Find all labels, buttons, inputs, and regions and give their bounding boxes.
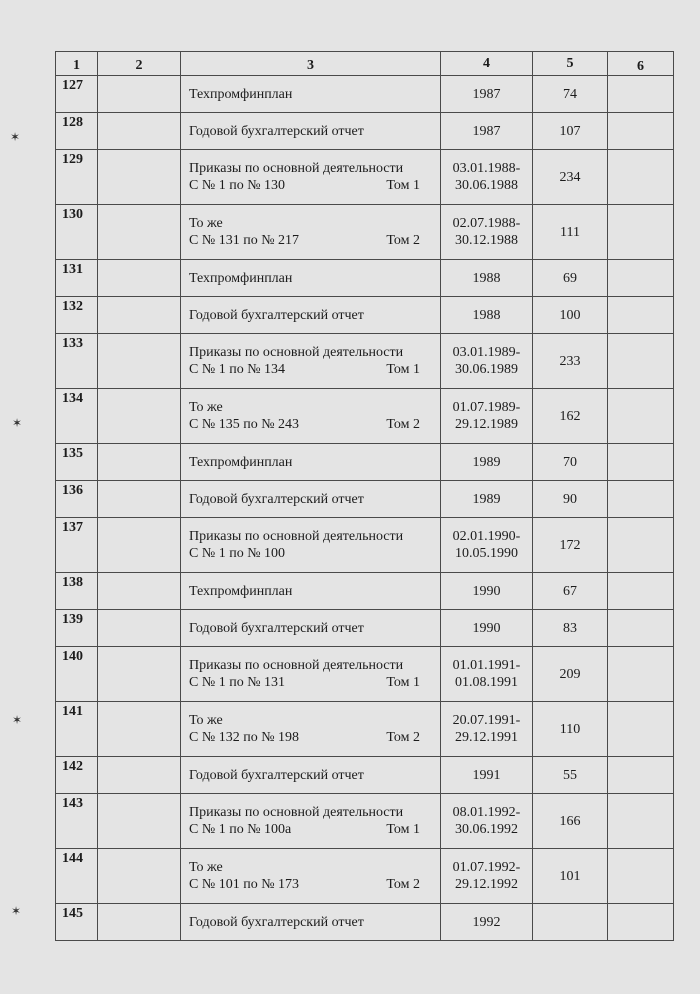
cell-date	[441, 794, 533, 849]
date-end: 01.08.1991	[455, 675, 518, 690]
table-row	[56, 702, 674, 757]
margin-mark: ✶	[12, 416, 23, 430]
cell-number: 144	[56, 849, 98, 904]
date-end: 10.05.1990	[455, 546, 518, 561]
volume-label: Том 1	[386, 822, 420, 837]
cell-notes	[608, 647, 674, 702]
volume-label: Том 2	[386, 877, 420, 892]
cell-number: 136	[56, 481, 98, 518]
table-body	[56, 76, 674, 941]
cell-notes	[608, 444, 674, 481]
title-line: Техпромфинплан	[189, 454, 293, 470]
table-row	[56, 150, 674, 205]
cell-title	[181, 757, 441, 794]
cell-col-2	[98, 150, 181, 205]
cell-title	[181, 518, 441, 573]
table-row	[56, 481, 674, 518]
cell-number: 127	[56, 76, 98, 113]
table-row	[56, 260, 674, 297]
cell-sheets: 83	[533, 610, 608, 647]
title-line: Годовой бухгалтерский отчет	[189, 123, 364, 139]
cell-notes	[608, 904, 674, 941]
cell-number: 139	[56, 610, 98, 647]
title-line: Приказы по основной деятельности	[189, 161, 404, 176]
cell-title	[181, 573, 441, 610]
cell-date	[441, 260, 533, 297]
cell-title	[181, 444, 441, 481]
volume-label: Том 2	[386, 233, 420, 248]
cell-notes	[608, 113, 674, 150]
table-row	[56, 113, 674, 150]
title-range: С № 1 по № 130	[189, 178, 286, 193]
cell-col-2	[98, 849, 181, 904]
cell-sheets: 209	[533, 647, 608, 702]
cell-notes	[608, 757, 674, 794]
cell-sheets: 162	[533, 389, 608, 444]
date-end: 29.12.1992	[455, 877, 518, 892]
title-line: Приказы по основной деятельности	[189, 658, 404, 673]
cell-number: 128	[56, 113, 98, 150]
cell-title	[181, 150, 441, 205]
date-year: 1989	[472, 454, 501, 470]
date-start: 20.07.1991-	[452, 713, 521, 728]
cell-sheets: 234	[533, 150, 608, 205]
cell-sheets	[533, 904, 608, 941]
date-year: 1990	[472, 583, 501, 599]
cell-number: 145	[56, 904, 98, 941]
cell-date	[441, 444, 533, 481]
cell-notes	[608, 150, 674, 205]
table-row	[56, 389, 674, 444]
cell-sheets: 55	[533, 757, 608, 794]
cell-title	[181, 260, 441, 297]
cell-title	[181, 76, 441, 113]
date-start: 08.01.1992-	[452, 805, 521, 820]
cell-date	[441, 757, 533, 794]
header-col-4: 4	[441, 52, 533, 76]
cell-number: 135	[56, 444, 98, 481]
date-year: 1987	[472, 123, 501, 139]
cell-notes	[608, 573, 674, 610]
cell-title	[181, 389, 441, 444]
cell-sheets: 90	[533, 481, 608, 518]
header-col-3: 3	[181, 52, 441, 76]
table-row	[56, 444, 674, 481]
table-row	[56, 76, 674, 113]
cell-title	[181, 297, 441, 334]
title-range: С № 1 по № 100а	[189, 822, 292, 837]
date-end: 30.12.1988	[455, 233, 518, 248]
cell-notes	[608, 76, 674, 113]
date-year: 1989	[472, 491, 501, 507]
date-year: 1988	[472, 307, 501, 323]
cell-title	[181, 610, 441, 647]
title-line: Годовой бухгалтерский отчет	[189, 620, 364, 636]
header-col-5: 5	[533, 52, 608, 76]
title-range: С № 1 по № 131	[189, 675, 286, 690]
cell-col-2	[98, 610, 181, 647]
cell-notes	[608, 260, 674, 297]
title-line: Приказы по основной деятельности	[189, 529, 404, 544]
date-year: 1987	[472, 86, 501, 102]
cell-sheets: 111	[533, 205, 608, 260]
cell-notes	[608, 702, 674, 757]
margin-mark: ✶	[12, 713, 23, 727]
cell-sheets: 107	[533, 113, 608, 150]
title-range: С № 101 по № 173	[189, 877, 300, 892]
cell-notes	[608, 334, 674, 389]
cell-sheets: 101	[533, 849, 608, 904]
title-line: Годовой бухгалтерский отчет	[189, 307, 364, 323]
date-start: 01.07.1989-	[452, 400, 521, 415]
volume-label: Том 1	[386, 178, 420, 193]
cell-sheets: 69	[533, 260, 608, 297]
cell-sheets: 70	[533, 444, 608, 481]
date-end: 30.06.1992	[455, 822, 518, 837]
title-line: Годовой бухгалтерский отчет	[189, 491, 364, 507]
table-row	[56, 794, 674, 849]
date-start: 02.07.1988-	[452, 216, 521, 231]
cell-sheets: 74	[533, 76, 608, 113]
cell-col-2	[98, 334, 181, 389]
title-line: То же	[189, 216, 223, 231]
date-start: 02.01.1990-	[452, 529, 521, 544]
cell-number: 141	[56, 702, 98, 757]
title-line: Техпромфинплан	[189, 583, 293, 599]
title-line: Приказы по основной деятельности	[189, 805, 404, 820]
cell-date	[441, 389, 533, 444]
date-year: 1991	[472, 767, 501, 783]
cell-title	[181, 904, 441, 941]
date-start: 03.01.1989-	[452, 345, 521, 360]
date-end: 30.06.1989	[455, 362, 518, 377]
volume-label: Том 2	[386, 730, 420, 745]
cell-col-2	[98, 481, 181, 518]
cell-notes	[608, 481, 674, 518]
cell-date	[441, 849, 533, 904]
title-range: С № 1 по № 100	[189, 546, 286, 561]
margin-mark: ✶	[11, 904, 22, 918]
cell-col-2	[98, 757, 181, 794]
cell-number: 142	[56, 757, 98, 794]
title-range: С № 1 по № 134	[189, 362, 286, 377]
cell-notes	[608, 610, 674, 647]
cell-number: 133	[56, 334, 98, 389]
cell-date	[441, 297, 533, 334]
cell-col-2	[98, 444, 181, 481]
cell-title	[181, 205, 441, 260]
date-end: 29.12.1989	[455, 417, 518, 432]
cell-number: 130	[56, 205, 98, 260]
cell-date	[441, 647, 533, 702]
cell-number: 129	[56, 150, 98, 205]
cell-sheets: 67	[533, 573, 608, 610]
cell-number: 131	[56, 260, 98, 297]
title-line: То же	[189, 400, 223, 415]
volume-label: Том 1	[386, 362, 420, 377]
cell-title	[181, 849, 441, 904]
date-year: 1990	[472, 620, 501, 636]
cell-date	[441, 334, 533, 389]
cell-notes	[608, 205, 674, 260]
cell-date	[441, 205, 533, 260]
cell-number: 134	[56, 389, 98, 444]
cell-date	[441, 610, 533, 647]
date-start: 01.01.1991-	[452, 658, 521, 673]
cell-notes	[608, 518, 674, 573]
table-row	[56, 610, 674, 647]
cell-title	[181, 113, 441, 150]
cell-col-2	[98, 260, 181, 297]
cell-number: 132	[56, 297, 98, 334]
title-range: С № 132 по № 198	[189, 730, 300, 745]
cell-col-2	[98, 904, 181, 941]
cell-date	[441, 150, 533, 205]
header-row	[56, 52, 674, 76]
table-row	[56, 297, 674, 334]
cell-title	[181, 481, 441, 518]
cell-col-2	[98, 647, 181, 702]
margin-mark: ✶	[10, 130, 21, 144]
cell-col-2	[98, 113, 181, 150]
cell-notes	[608, 297, 674, 334]
cell-title	[181, 794, 441, 849]
title-line: То же	[189, 860, 223, 875]
title-line: Техпромфинплан	[189, 270, 293, 286]
table-row	[56, 334, 674, 389]
date-end: 29.12.1991	[455, 730, 518, 745]
cell-title	[181, 647, 441, 702]
cell-date	[441, 113, 533, 150]
cell-sheets: 233	[533, 334, 608, 389]
cell-sheets: 110	[533, 702, 608, 757]
date-year: 1988	[472, 270, 501, 286]
inventory-table	[55, 51, 674, 941]
table-row	[56, 904, 674, 941]
title-line: Годовой бухгалтерский отчет	[189, 767, 364, 783]
cell-date	[441, 76, 533, 113]
header-col-2: 2	[98, 52, 181, 76]
title-line: Приказы по основной деятельности	[189, 345, 404, 360]
table-row	[56, 518, 674, 573]
cell-col-2	[98, 389, 181, 444]
cell-title	[181, 702, 441, 757]
title-line: Техпромфинплан	[189, 86, 293, 102]
header-col-1: 1	[56, 52, 98, 76]
cell-number: 143	[56, 794, 98, 849]
cell-date	[441, 702, 533, 757]
title-line: То же	[189, 713, 223, 728]
cell-number: 137	[56, 518, 98, 573]
cell-date	[441, 481, 533, 518]
date-start: 01.07.1992-	[452, 860, 521, 875]
cell-sheets: 172	[533, 518, 608, 573]
date-year: 1992	[472, 914, 501, 930]
cell-sheets: 100	[533, 297, 608, 334]
table-row	[56, 647, 674, 702]
cell-col-2	[98, 518, 181, 573]
cell-date	[441, 573, 533, 610]
cell-col-2	[98, 702, 181, 757]
cell-col-2	[98, 794, 181, 849]
table-row	[56, 205, 674, 260]
cell-col-2	[98, 76, 181, 113]
cell-col-2	[98, 573, 181, 610]
cell-notes	[608, 389, 674, 444]
title-range: С № 135 по № 243	[189, 417, 300, 432]
table-row	[56, 757, 674, 794]
cell-number: 140	[56, 647, 98, 702]
cell-notes	[608, 794, 674, 849]
title-line: Годовой бухгалтерский отчет	[189, 914, 364, 930]
cell-col-2	[98, 297, 181, 334]
cell-col-2	[98, 205, 181, 260]
volume-label: Том 1	[386, 675, 420, 690]
date-start: 03.01.1988-	[452, 161, 521, 176]
cell-notes	[608, 849, 674, 904]
cell-sheets: 166	[533, 794, 608, 849]
date-end: 30.06.1988	[455, 178, 518, 193]
cell-title	[181, 334, 441, 389]
table-row	[56, 573, 674, 610]
volume-label: Том 2	[386, 417, 420, 432]
header-col-6: 6	[608, 52, 674, 76]
cell-number: 138	[56, 573, 98, 610]
cell-date	[441, 518, 533, 573]
cell-date	[441, 904, 533, 941]
table-row	[56, 849, 674, 904]
title-range: С № 131 по № 217	[189, 233, 300, 248]
